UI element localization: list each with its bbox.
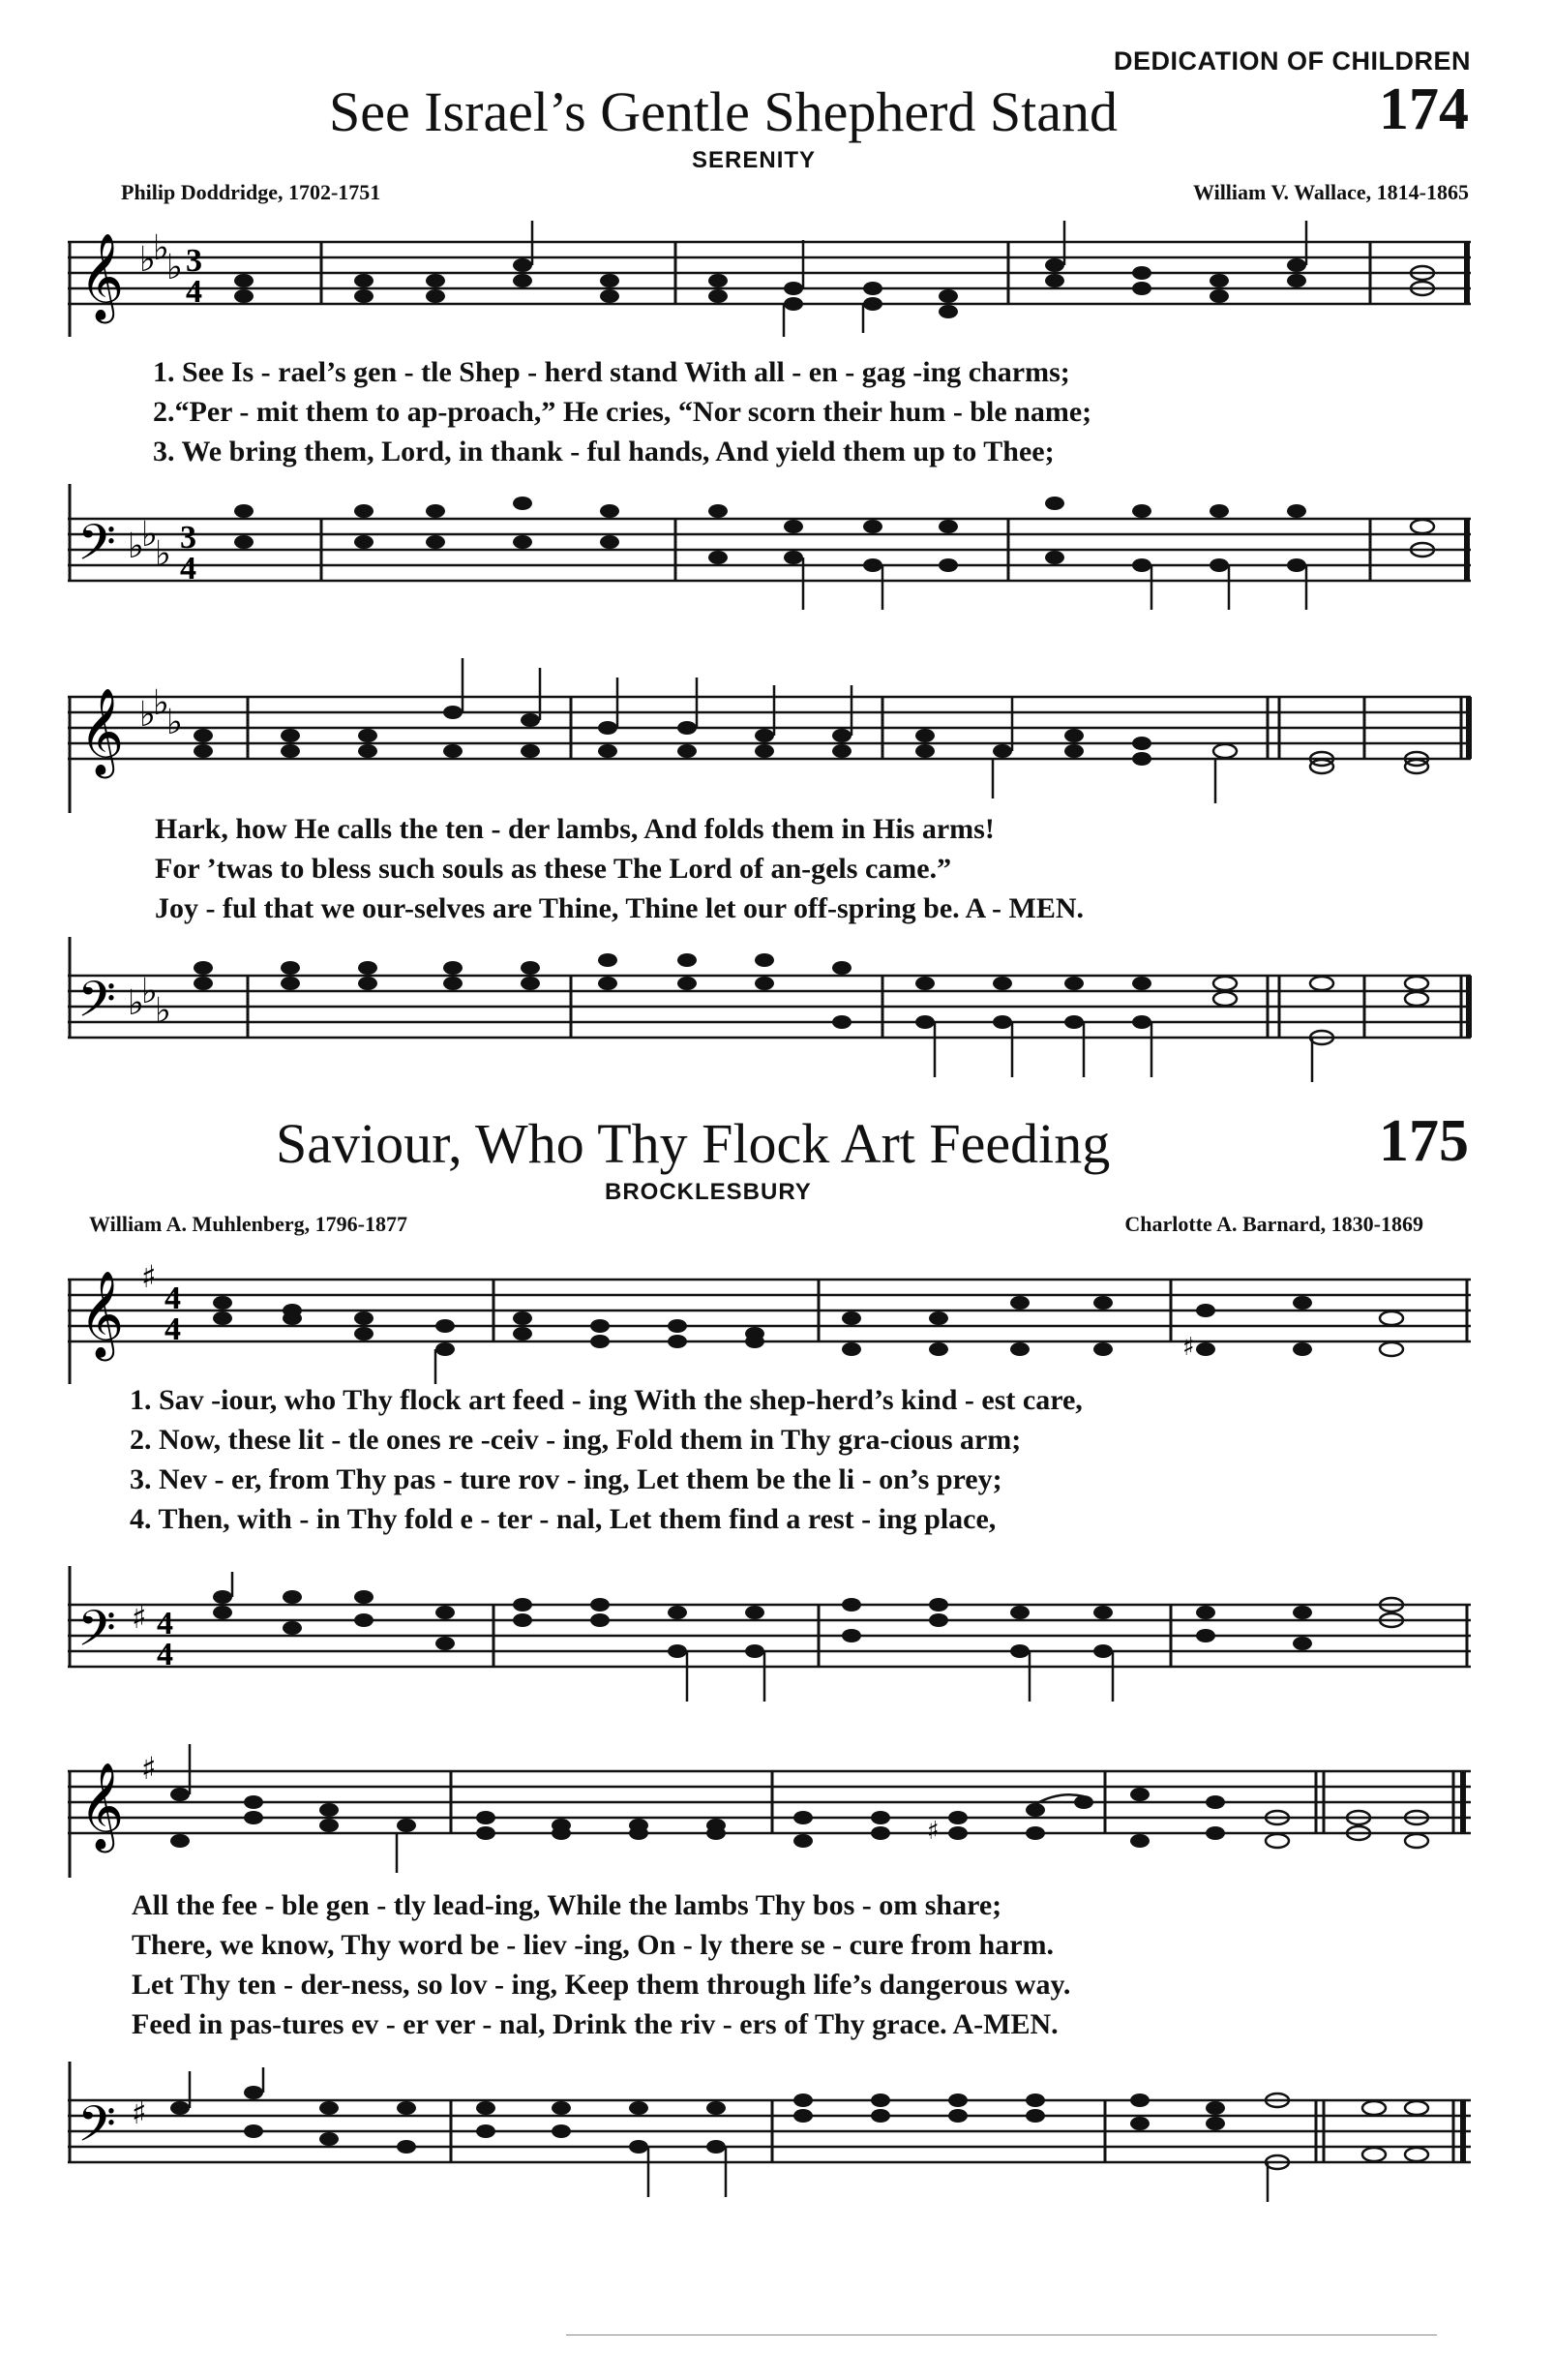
svg-text:𝄞: 𝄞 [79,688,125,775]
hymn-174-words-credit: Philip Doddridge, 1702-1751 [121,180,381,204]
hymn-175-title: Saviour, Who Thy Flock Art Feeding [276,1112,1111,1175]
svg-text:♯: ♯ [141,1258,157,1295]
hymn-174-system-2-lyrics [155,813,1490,939]
svg-text:3: 3 [186,243,202,279]
hymn-175-system-1-treble-staff [68,1258,1480,1384]
svg-text:𝄞: 𝄞 [79,1762,125,1850]
svg-text:4: 4 [157,1606,173,1642]
lyric-line: For ’twas to bless such souls as these The Lord of an-gels came.” [155,853,952,885]
hymn-174-tune-name: SERENITY [692,147,817,173]
hymn-175-tune-name: BROCKLESBURY [605,1179,812,1205]
hymn-175-system-2-bass-staff [68,2062,1480,2207]
svg-text:♭: ♭ [153,228,169,268]
svg-text:♭: ♭ [155,534,171,574]
svg-text:4: 4 [157,1637,173,1672]
hymn-174-music-credit: William V. Wallace, 1814-1865 [1192,180,1469,204]
svg-text:4: 4 [186,274,202,310]
svg-text:𝄢: 𝄢 [77,513,116,584]
svg-text:♭: ♭ [128,983,144,1023]
svg-text:𝄢: 𝄢 [77,2094,116,2165]
hymn-174-number: 174 [1379,76,1469,142]
hymn-175-number: 175 [1379,1108,1469,1174]
hymn-174-system-2-bass-staff [68,937,1480,1092]
svg-text:♭: ♭ [141,972,158,1011]
svg-text:♭: ♭ [139,240,156,280]
hymn-175-music-credit: Charlotte A. Barnard, 1830-1869 [1124,1212,1423,1236]
section-label: DEDICATION OF CHILDREN [1114,46,1471,75]
hymn-175-system-2-treble-staff [68,1732,1480,1878]
svg-text:4: 4 [164,1280,181,1316]
svg-text:♭: ♭ [141,515,158,555]
svg-text:𝄞: 𝄞 [79,1271,125,1358]
svg-text:♯: ♯ [1182,1333,1195,1362]
hymn-175-system-1-lyrics [130,1384,1484,1549]
lyric-line: 4. Then, with - in Thy fold e - ter - nal, Let them find a rest - ing place, [130,1503,997,1535]
svg-text:𝄢: 𝄢 [77,1599,116,1670]
svg-text:4: 4 [164,1311,181,1347]
svg-text:♭: ♭ [139,695,156,735]
hymn-174-system-2-treble-staff [68,658,1480,813]
lyric-line: 1. Sav -iour, who Thy flock art feed - ing With the shep-herd’s kind - est care, [130,1384,1083,1416]
hymn-174-system-1-treble-staff [68,221,1480,337]
lyric-line: Joy - ful that we our-selves are Thine, Thine let our off-spring be. A - MEN. [155,892,1084,924]
svg-text:𝄢: 𝄢 [77,970,116,1040]
lyric-line: There, we know, Thy word be - liev -ing, On - ly there se - cure from harm. [132,1929,1054,1961]
lyric-line: 3. Nev - er, from Thy pas - ture rov - ing, Let them be the li - on’s prey; [130,1463,1002,1495]
svg-text:4: 4 [180,551,196,587]
svg-text:♭: ♭ [128,527,144,566]
hymn-174-system-1-bass-staff [68,484,1480,619]
hymn-175-words-credit: William A. Muhlenberg, 1796-1877 [89,1212,407,1236]
hymn-174-system-1-lyrics [153,356,1488,482]
lyric-line: 3. We bring them, Lord, in thank - ful hands, And yield them up to Thee; [153,436,1055,467]
lyric-line: 1. See Is - rael’s gen - tle Shep - herd stand With all - en - gag -ing charms; [153,356,1070,388]
svg-text:3: 3 [180,520,196,556]
svg-text:♭: ♭ [166,248,183,287]
hymn-175-system-2-lyrics [132,1889,1486,2054]
hymn-174-title: See Israel’s Gentle Shepherd Stand [329,80,1119,143]
lyric-line: Let Thy ten - der-ness, so lov - ing, Keep them through life’s dangerous way. [132,1969,1071,2001]
lyric-line: 2. Now, these lit - tle ones re -ceiv - ing, Fold them in Thy gra-cious arm; [130,1424,1022,1456]
svg-text:♯: ♯ [927,1817,940,1846]
lyric-line: All the fee - ble gen - tly lead-ing, While the lambs Thy bos - om share; [132,1889,1002,1921]
lyric-line: 2.“Per - mit them to ap-proach,” He cries, “Nor scorn their hum - ble name; [153,396,1092,428]
svg-text:♯: ♯ [141,1750,157,1787]
svg-text:♯: ♯ [132,1599,147,1636]
lyric-line: Feed in pas-tures ev - er ver - nal, Drink the riv - ers of Thy grace. A-MEN. [132,2008,1059,2040]
svg-text:♭: ♭ [166,703,183,742]
svg-text:♯: ♯ [132,2094,147,2131]
svg-text:♭: ♭ [155,991,171,1031]
lyric-line: Hark, how He calls the ten - der lambs, And folds them in His arms! [155,813,995,845]
hymn-175-system-1-bass-staff [68,1566,1480,1711]
svg-text:♭: ♭ [153,683,169,723]
svg-text:𝄞: 𝄞 [79,233,125,320]
